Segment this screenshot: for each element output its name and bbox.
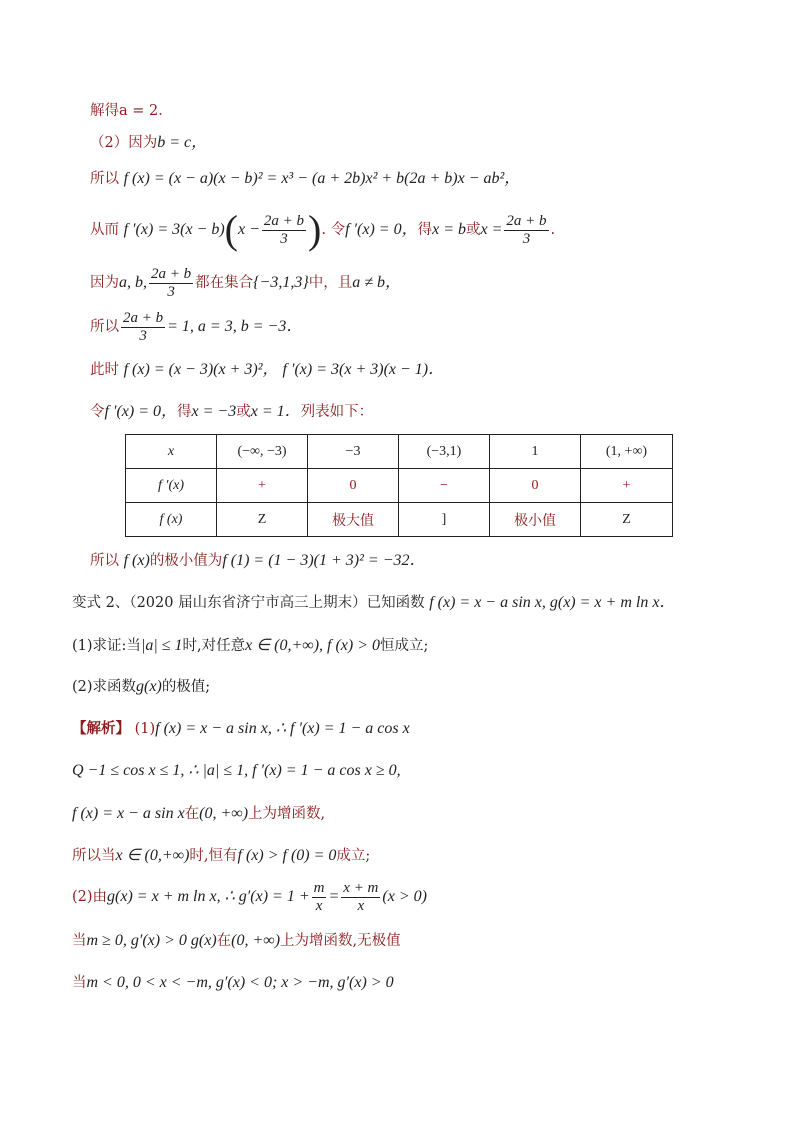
text: 得 xyxy=(177,404,192,420)
num: 2a + b xyxy=(151,265,192,282)
variant-2-title xyxy=(72,593,675,613)
sign-table xyxy=(125,434,673,537)
text: (1) xyxy=(134,721,156,737)
text: 令 xyxy=(90,404,105,420)
table-cell: Z xyxy=(217,503,308,537)
table-row xyxy=(126,469,673,503)
text: 上为增函数,无极值 xyxy=(280,933,401,949)
math: |a| ≤ 1 xyxy=(140,637,183,654)
math: f (x) = x − a sin x, g(x) = x + m ln x． xyxy=(429,594,676,611)
fraction xyxy=(504,213,548,248)
text: 当 xyxy=(72,975,87,991)
math: m < 0, 0 < x < −m, g′(x) < 0; x > −m, g′(x) > 0 xyxy=(86,974,394,991)
math: f ′(x) = 3(x − b) xyxy=(123,221,225,238)
table-cell: 0 xyxy=(308,469,399,503)
math: x ∈ (0,+∞) xyxy=(115,847,190,864)
derivative-line xyxy=(90,207,555,253)
function-line xyxy=(90,360,444,380)
solution-line-1 xyxy=(90,101,173,121)
den: x xyxy=(357,897,365,914)
text: 变式 2、（2020 届山东省济宁市高三上期末）已知函数 xyxy=(72,595,425,611)
math: f (x) = x − a sin x, ∴ f ′(x) = 1 − a cos x xyxy=(155,720,410,737)
num: x + m xyxy=(343,879,379,896)
text: 或 xyxy=(236,404,251,420)
values-line xyxy=(90,307,302,347)
text: (1)求证:当 xyxy=(72,638,141,654)
text: 列表如下： xyxy=(300,404,374,420)
fraction xyxy=(121,310,165,345)
text: 或 xyxy=(466,222,481,238)
table-cell: (1, +∞) xyxy=(581,435,673,469)
text: 所以当 xyxy=(72,848,116,864)
min-value-line xyxy=(90,551,426,571)
text: 解得a = 2． xyxy=(90,103,173,119)
analysis-line-1 xyxy=(72,719,410,739)
table-row xyxy=(126,503,673,537)
math: m ≥ 0, g′(x) > 0 g(x) xyxy=(86,932,217,949)
fraction xyxy=(149,266,193,301)
analysis-line-7 xyxy=(72,973,394,993)
den: 3 xyxy=(522,230,531,247)
paren-left: ( xyxy=(224,207,238,252)
num: m xyxy=(313,879,325,896)
math: f (x) = (x − a)(x − b)² = x³ − (a + 2b)x² + b(2a + b)x − ab²， xyxy=(123,170,521,187)
text: 此时 xyxy=(90,362,119,378)
math: x − xyxy=(238,221,260,238)
expansion-line xyxy=(90,169,520,189)
table-cell: −3 xyxy=(308,435,399,469)
text: （2）因为 xyxy=(90,135,158,151)
analysis-label: 【解析】 xyxy=(72,720,130,737)
math: x ∈ (0,+∞), f (x) > 0 xyxy=(245,637,381,654)
math: f (1) = (1 − 3)(1 + 3)² = −32． xyxy=(222,552,426,569)
text: 成立; xyxy=(336,848,371,864)
math: g(x) xyxy=(136,678,162,695)
table-cell: 1 xyxy=(490,435,581,469)
math: f (x) > f (0) = 0 xyxy=(237,847,337,864)
table-cell: + xyxy=(581,469,673,503)
analysis-line-5 xyxy=(72,877,427,917)
fraction xyxy=(341,880,380,915)
text: 恒成立; xyxy=(380,638,429,654)
math: f (x) = x − a sin x xyxy=(72,805,185,822)
paren-right: ) xyxy=(308,207,322,252)
text: 所以 xyxy=(90,319,119,335)
text: 中，且 xyxy=(308,275,353,291)
part1-question xyxy=(72,636,428,656)
text: (2)求函数 xyxy=(72,679,137,695)
text: . xyxy=(321,222,326,238)
den: 3 xyxy=(280,230,288,247)
table-intro-line xyxy=(90,402,373,422)
analysis-line-4 xyxy=(72,846,370,866)
math: x = 1． xyxy=(250,403,301,420)
analysis-line-6 xyxy=(72,931,401,951)
table-cell: f (x) xyxy=(126,503,217,537)
text: 的极值; xyxy=(161,679,211,695)
text: 都在集合 xyxy=(195,275,254,291)
text: 在 xyxy=(216,933,232,949)
math: Q −1 ≤ cos x ≤ 1, ∴ |a| ≤ 1, f ′(x) = 1 − a cos x ≥ 0, xyxy=(72,762,401,779)
den: x xyxy=(315,897,323,914)
math: (x > 0) xyxy=(382,888,427,905)
table-cell: 0 xyxy=(490,469,581,503)
text: 当 xyxy=(72,933,87,949)
math: {−3,1,3} xyxy=(253,274,309,291)
table-cell: f ′(x) xyxy=(126,469,217,503)
part2-line xyxy=(90,133,207,153)
text: . xyxy=(550,222,556,238)
text: 时,对任意 xyxy=(182,638,246,654)
math: (0, +∞) xyxy=(231,932,281,949)
math: x = b xyxy=(432,221,466,238)
table-cell: ] xyxy=(399,503,490,537)
math: g(x) = x + m ln x, ∴ g′(x) = 1 + xyxy=(107,888,310,905)
fraction xyxy=(262,213,306,248)
math: f ′(x) = 0， xyxy=(345,221,418,238)
table-cell: 极大值 xyxy=(308,503,399,537)
table-cell: Z xyxy=(581,503,673,537)
set-line xyxy=(90,263,401,303)
text: 上为增函数, xyxy=(248,806,326,822)
math: = 1, a = 3, b = −3． xyxy=(167,318,303,335)
table-row xyxy=(126,435,673,469)
table-cell: − xyxy=(399,469,490,503)
table-cell: + xyxy=(217,469,308,503)
math: a ≠ b， xyxy=(352,274,402,291)
math: x = xyxy=(480,221,503,238)
fraction xyxy=(312,880,327,915)
num: 2a + b xyxy=(123,309,164,326)
math: f ′(x) = 0， xyxy=(104,403,178,420)
text: 所以 xyxy=(90,553,119,569)
table-cell: 极小值 xyxy=(490,503,581,537)
text: 的极小值为 xyxy=(149,553,223,569)
num: 2a + b xyxy=(506,212,547,229)
math: (0, +∞) xyxy=(199,805,249,822)
part2-question xyxy=(72,677,210,697)
text: (2)由 xyxy=(72,889,108,905)
math: a, b, xyxy=(119,274,147,291)
den: 3 xyxy=(139,327,147,344)
analysis-line-2 xyxy=(72,761,401,781)
num: 2a + b xyxy=(263,212,305,229)
analysis-line-3 xyxy=(72,804,325,824)
text: 所以 xyxy=(90,171,119,187)
math: b = c， xyxy=(157,134,208,151)
den: 3 xyxy=(167,283,175,300)
math: x = −3 xyxy=(191,403,237,420)
text: 令 xyxy=(330,222,346,238)
table-cell: x xyxy=(126,435,217,469)
math: f (x) = (x − 3)(x + 3)²， f ′(x) = 3(x + 3)(x − 1)． xyxy=(123,361,445,378)
math: f (x) xyxy=(123,552,150,569)
text: 在 xyxy=(184,806,200,822)
table-cell: (−3,1) xyxy=(399,435,490,469)
text: 时,恒有 xyxy=(189,848,238,864)
text: 从而 xyxy=(90,222,119,238)
text: 得 xyxy=(417,222,433,238)
math: = xyxy=(328,888,340,905)
table-cell: (−∞, −3) xyxy=(217,435,308,469)
text: 因为 xyxy=(90,275,119,291)
